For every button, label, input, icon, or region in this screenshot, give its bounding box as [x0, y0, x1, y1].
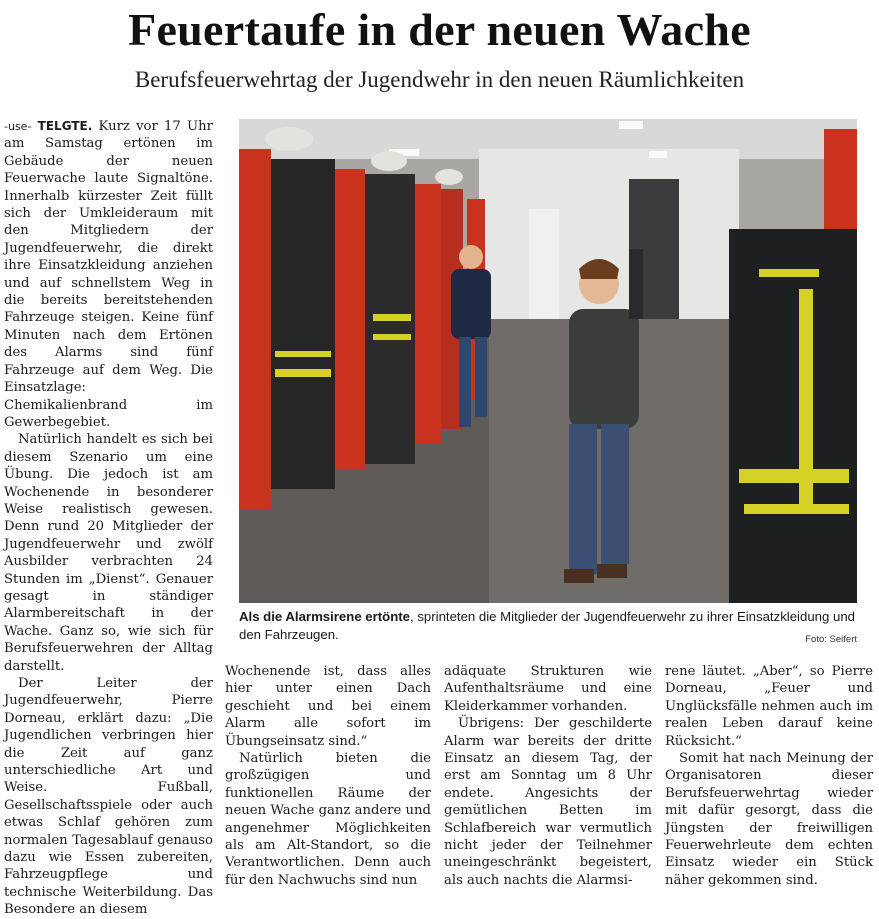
dateline-city: TELGTE. — [37, 119, 93, 133]
caption-text: , sprinteten die Mitglieder der Jugendfeuerwehr zu ihrer Einsatzkleidung und den Fahrzeugen. — [239, 609, 855, 642]
photo-caption — [239, 608, 859, 644]
runner-foreground — [569, 309, 639, 429]
paragraph-6: Somit hat nach Meinung der Organisatoren dieser Berufsfeuerwehrtag wieder mit dafür gesorgt, dass die Jüngsten der freiwilligen Feuerwehrleute dem echten Einsatz wieder ein Stück näher gekommen sind. — [665, 751, 873, 888]
locker-left-3 — [415, 184, 441, 444]
locker-left-1 — [239, 149, 271, 509]
locker-room-illustration — [239, 119, 857, 603]
helmet — [265, 127, 313, 151]
caption-lead: Als die Alarmsirene ertönte — [239, 609, 411, 624]
article-column-4 — [665, 663, 873, 889]
lead-paragraph — [4, 118, 213, 431]
turnout-gear-right — [729, 229, 857, 603]
paragraph-5-end: rene läutet. „Aber“, so Pierre Dorneau, „Feuer und Unglücksfälle nehmen auch im realen Leben darauf keine Rücksicht.“ — [665, 664, 873, 749]
author-tag: -use- — [4, 120, 32, 133]
article-photo — [239, 119, 857, 603]
locker-left-2 — [335, 169, 365, 469]
paragraph-3-start: Der Leiter der Jugendfeuerwehr, Pierre Dorneau, erklärt dazu: „Die Jugendlichen verbringen hier die Zeit auf ganz unterschiedliche Art und Weise. Fußball, Gesellschaftsspiele oder auch etwas Schlaf gehören zum normalen Tagesablauf genauso dazu wie Essen zubereiten, Fahrzeugpflege und technische Weiterbildung. Das Besondere an diesem — [4, 676, 213, 918]
paragraph-4-start: Natürlich bieten die großzügigen und funktionellen Räume der neuen Wache ganz andere und angenehmer Möglichkeiten als am Alt-Standort, so die Verantwortlichen. Denn auch für den Nachwuchs sind nun — [225, 751, 431, 888]
article-column-1 — [4, 118, 213, 919]
paragraph-2: Natürlich handelt es sich bei diesem Szenario um eine Übung. Die jedoch ist am Wochenende in besonderer Weise realistisch gewesen. Denn rund 20 Mitglieder der Jugendfeuerwehr und zwölf Ausbilder verbrachten 24 Stunden im „Dienst“. Genauer gesagt in ständiger Alarmbereitschaft in der Wache. Ganz so, wie sich für Berufsfeuerwehren der Alltag darstellt. — [4, 432, 213, 674]
paragraph-4-end: adäquate Strukturen wie Aufenthaltsräume und eine Kleiderkammer vorhanden. — [444, 664, 652, 714]
subheadline: Berufsfeuerwehrtag der Jugendwehr in den neuen Räumlichkeiten — [134, 67, 745, 92]
paragraph-5-start: Übrigens: Der geschilderte Alarm war bereits der dritte Einsatz an diesem Tag, der erst am Sonntag um 8 Uhr endete. Angesichts der gemütlichen Betten im Schlafbereich war vermutlich nicht jeder der Teilnehmer uneingeschränkt begeistert, als auch nachts die Alarmsi- — [444, 716, 652, 888]
article-column-3 — [444, 663, 652, 889]
photo-credit: Foto: Seifert — [805, 634, 857, 645]
paragraph-3-end: Wochenende ist, dass alles hier unter einen Dach geschieht und bei einem Alarm alle sofort im Übungseinsatz sind.“ — [225, 664, 431, 749]
headline: Feuertaufe in der neuen Wache — [128, 4, 751, 55]
lead-text: Kurz vor 17 Uhr am Samstag ertönen im Gebäude der neuen Feuerwache laute Signaltöne. Innerhalb kürzester Zeit füllt sich der Umkleideraum mit den Mitgliedern der Jugendfeuerwehr, die direkt ihre Einsatzkleidung anziehen und auf schnellstem Weg in die bereits bereitstehenden Fahrzeuge steigen. Keine fünf Minuten nach dem Ertönen des Alarms sind fünf Fahrzeuge auf dem Weg. Die Einsatzlage: Chemikalienbrand im Gewerbegebiet. — [4, 119, 213, 430]
article-column-2 — [225, 663, 431, 889]
runner-background — [451, 269, 491, 339]
